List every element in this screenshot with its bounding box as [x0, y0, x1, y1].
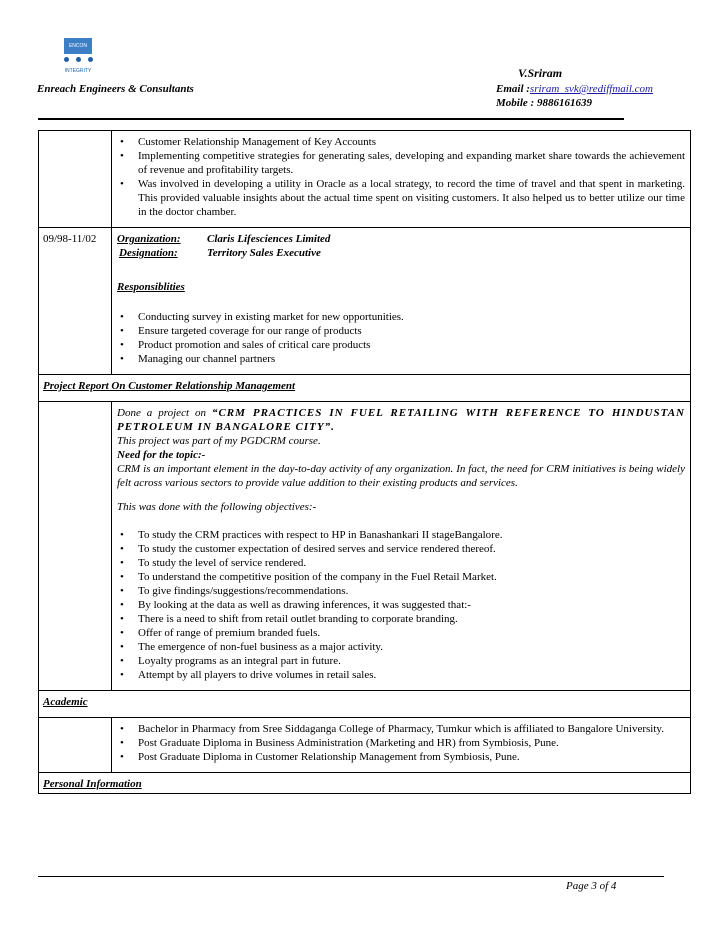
list-item: • Post Graduate Diploma in Business Administration (Marketing and HR) from Symbiosis, Pune. — [117, 736, 685, 750]
list-item: • There is a need to shift from retail outlet branding to corporate branding. — [117, 612, 685, 626]
list-item: • Product promotion and sales of critical care products — [117, 338, 685, 352]
responsibilities-list — [117, 310, 685, 366]
content-cell — [112, 718, 691, 773]
logo-dot — [64, 57, 69, 62]
company-name: Enreach Engineers & Consultants — [37, 83, 194, 95]
content-cell — [112, 402, 691, 691]
list-item: • By looking at the data as well as drawing inferences, it was suggested that:- — [117, 598, 685, 612]
table-row — [39, 228, 691, 375]
candidate-name: V.Sriram — [518, 66, 563, 80]
section-heading-cell — [39, 773, 691, 794]
list-item: • To study the customer expectation of desired serves and service rendered thereof. — [117, 542, 685, 556]
course-line: This project was part of my PGDCRM course. — [117, 435, 321, 447]
objectives-intro: This was done with the following objectives:- — [117, 501, 317, 513]
list-item: • Attempt by all players to drive volumes in retail sales. — [117, 668, 685, 682]
list-item: • Conducting survey in existing market for new opportunities. — [117, 310, 685, 324]
table-row — [39, 718, 691, 773]
table-row — [39, 375, 691, 402]
personal-heading: Personal Information — [43, 778, 142, 790]
academic-heading: Academic — [43, 696, 88, 708]
date-cell: 09/98-11/02 — [39, 228, 112, 375]
list-item: • Bachelor in Pharmacy from Sree Siddaganga College of Pharmacy, Tumkur which is affiliated to Bangalore University. — [117, 722, 685, 736]
page-number: Page 3 of 4 — [566, 880, 617, 892]
list-item: • To study the CRM practices with respect to HP in Banashankari II stageBangalore. — [117, 528, 685, 542]
logo-dot — [88, 57, 93, 62]
section-heading-cell — [39, 691, 691, 718]
list-item: • Implementing competitive strategies for generating sales, developing and expanding market share towards the achievement of revenue and profitability targets. — [117, 149, 685, 177]
list-item: • Was involved in developing a utility in Oracle as a local strategy, to record the time of travel and that spent in marketing. This provided valuable insights about the actual time spent on visiting customers. It also helped us to better utilize our time in the doctor chamber. — [117, 177, 685, 219]
list-item: • Managing our channel partners — [117, 352, 685, 366]
date-cell — [39, 131, 112, 228]
list-item: • To give findings/suggestions/recommendations. — [117, 584, 685, 598]
footer-rule — [38, 876, 664, 877]
need-heading: Need for the topic:- — [117, 449, 206, 461]
content-cell — [112, 131, 691, 228]
list-item: • Offer of range of premium branded fuels. — [117, 626, 685, 640]
responsibilities-heading: Responsiblities — [117, 281, 185, 293]
mobile-line: Mobile : 9886161639 — [496, 97, 592, 109]
resume-table — [38, 130, 691, 794]
objectives-list — [117, 528, 685, 682]
logo-text: INTEGRITY — [64, 68, 92, 74]
table-row — [39, 691, 691, 718]
email-line — [496, 83, 653, 95]
designation-row — [117, 246, 685, 260]
logo-dot — [76, 57, 81, 62]
table-row — [39, 402, 691, 691]
project-intro-prefix: Done a project on — [117, 407, 212, 419]
list-item: • To understand the competitive position of the company in the Fuel Retail Market. — [117, 570, 685, 584]
list-item: • Customer Relationship Management of Key Accounts — [117, 135, 685, 149]
organization-value: Claris Lifesciences Limited — [207, 233, 331, 245]
list-item: • Ensure targeted coverage for our range of products — [117, 324, 685, 338]
date-cell — [39, 718, 112, 773]
project-title: “CRM PRACTICES IN FUEL RETAILING WITH REFERENCE TO HINDUSTAN PETROLEUM IN BANGALORE CITY”. — [117, 407, 685, 433]
section-heading-cell — [39, 375, 691, 402]
table-row — [39, 131, 691, 228]
header-rule — [38, 118, 624, 120]
project-intro — [117, 406, 685, 434]
table-row — [39, 773, 691, 794]
list-item: • To study the level of service rendered. — [117, 556, 685, 570]
designation-label: Designation: — [119, 247, 178, 259]
project-heading: Project Report On Customer Relationship Management — [43, 380, 296, 392]
company-logo — [58, 38, 98, 86]
organization-label: Organization: — [117, 233, 181, 245]
email-label: Email : — [496, 83, 530, 95]
content-cell — [112, 228, 691, 375]
academic-list — [117, 722, 685, 764]
designation-value: Territory Sales Executive — [207, 247, 321, 259]
duties-list — [117, 135, 685, 219]
list-item: • Loyalty programs as an integral part in future. — [117, 654, 685, 668]
organization-row — [117, 232, 685, 246]
need-text: CRM is an important element in the day-to-day activity of any organization. In fact, the need for CRM initiatives is being widely felt across various sectors to provide value addition to their existing products and services. — [117, 463, 685, 489]
logo-badge: ENCON — [64, 38, 92, 54]
date-cell — [39, 402, 112, 691]
list-item: • Post Graduate Diploma in Customer Relationship Management from Symbiosis, Pune. — [117, 750, 685, 764]
list-item: • The emergence of non-fuel business as a major activity. — [117, 640, 685, 654]
email-link[interactable]: sriram_svk@rediffmail.com — [529, 83, 653, 95]
